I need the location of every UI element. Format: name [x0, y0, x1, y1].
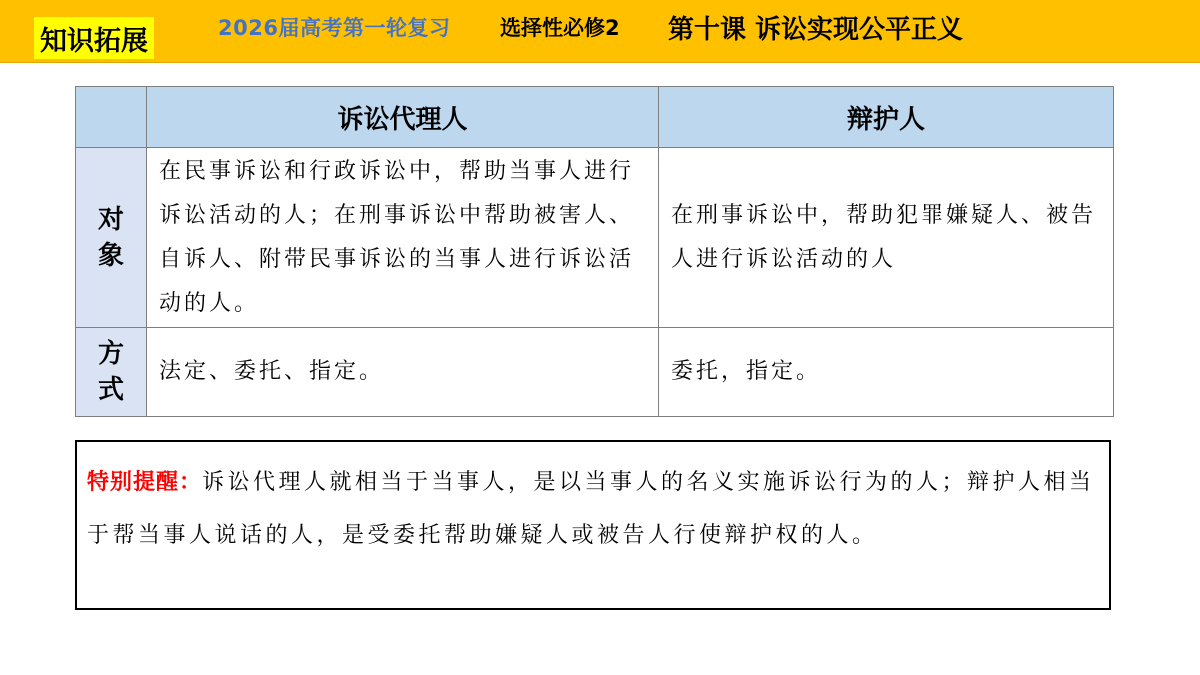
comparison-table [75, 86, 1114, 417]
object-defender-cell: 在刑事诉讼中，帮助犯罪嫌疑人、被告人进行诉讼活动的人 [659, 148, 1114, 328]
section-tag: 知识拓展 [34, 17, 154, 59]
table-row [76, 148, 1114, 328]
object-agent-cell: 在民事诉讼和行政诉讼中，帮助当事人进行诉讼活动的人；在刑事诉讼中帮助被害人、自诉人、附带民事诉讼的当事人进行诉讼活动的人。 [147, 148, 659, 328]
row-label-object: 对 象 [76, 148, 147, 328]
reminder-text: 诉讼代理人就相当于当事人，是以当事人的名义实施诉讼行为的人；辩护人相当于帮当事人说话的人，是受委托帮助嫌疑人或被告人行使辩护权的人。 [87, 470, 1095, 548]
method-agent-cell: 法定、委托、指定。 [147, 328, 659, 417]
table-row [76, 328, 1114, 417]
course-title: 选择性必修2 [500, 16, 620, 40]
header-defender: 辩护人 [659, 87, 1114, 148]
method-defender-cell: 委托，指定。 [659, 328, 1114, 417]
series-title: 2026届高考第一轮复习 [218, 16, 451, 40]
row-label-method: 方 式 [76, 328, 147, 417]
header-litigation-agent: 诉讼代理人 [147, 87, 659, 148]
table-header-row [76, 87, 1114, 148]
lesson-title: 第十课 诉讼实现公平正义 [668, 15, 964, 45]
title-bar [0, 0, 1200, 63]
special-reminder-box [75, 440, 1111, 610]
header-corner-cell [76, 87, 147, 148]
reminder-label: 特别提醒： [87, 470, 203, 495]
